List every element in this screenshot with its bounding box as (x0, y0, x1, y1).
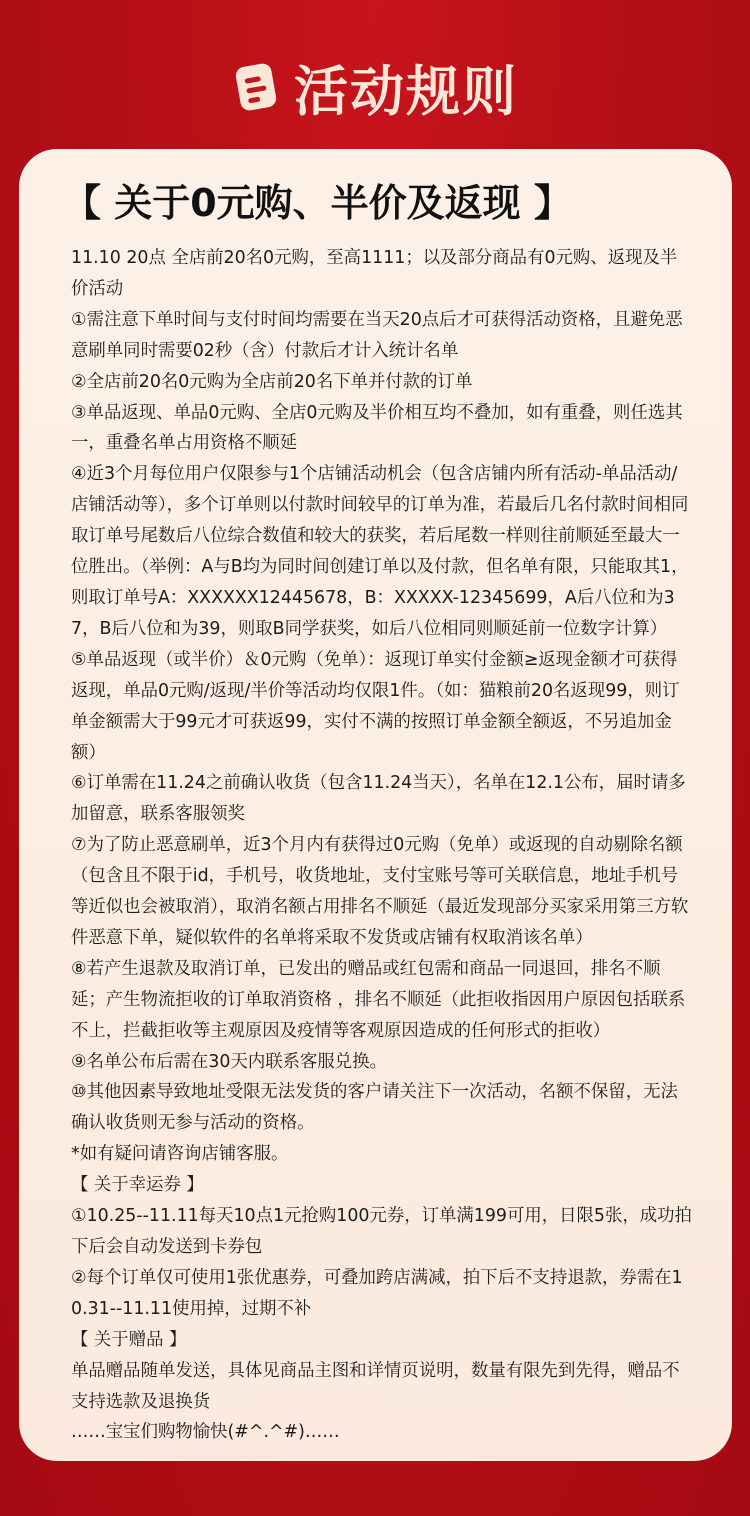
rule-paragraph: ⑧若产生退款及取消订单，已发出的赠品或红包需和商品一同退回，排名不顺延；产生物流拒收的订单取消资格 ，排名不顺延（此拒收指因用户原因包括联系不上，拦截拒收等主观原因及疫情等客观原因造成的任何形式的拒收） (71, 958, 686, 1041)
rule-paragraph: ⑩其他因素导致地址受限无法发货的客户请关注下一次活动，名额不保留，无法确认收货则无参与活动的资格。 (71, 1082, 678, 1134)
rule-paragraph: ④近3个月每位用户仅限参与1个店铺活动机会（包含店铺内所有活动-单品活动/店铺活动等），多个订单则以付款时间较早的订单为准，若最后几名付款时间相同取订单号尾数后八位综合数值和较大的获奖，若后尾数一样则往前顺延至最大一位胜出。（举例：A与B均为同时间创建订单以及付款，但名单有限，只能取其1，则取订单号A：XXXXXX12445678，B：XXXXX-12345699，A后八位和为37，B后八位和为39，则取B同学获奖，如后八位相同则顺延前一位数字计算） (71, 464, 689, 639)
closing-text: ……宝宝们购物愉快(#^.^#)…… (71, 1422, 340, 1443)
header (0, 52, 750, 122)
rule-paragraph: *如有疑问请咨询店铺客服。 (71, 1144, 289, 1165)
rule-paragraph: ①需注意下单时间与支付时间均需要在当天20点后才可获得活动资格，且避免恶意刷单同时需要02秒（含）付款后才计入统计名单 (71, 309, 683, 361)
rule-paragraph: ⑨名单公布后需在30天内联系客服兑换。 (71, 1051, 387, 1072)
rule-paragraph: ②全店前20名0元购为全店前20名下单并付款的订单 (71, 371, 473, 392)
gift-heading: 【 关于赠品 】 (71, 1329, 187, 1350)
rule-paragraph: ⑦为了防止恶意刷单，近3个月内有获得过0元购（免单）或返现的自动剔除名额（包含且不限于id，手机号，收货地址，支付宝账号等可关联信息，地址手机号等近似也会被取消），取消名额占用排名不顺延（最近发现部分买家采用第三方软件恶意下单，疑似软件的名单将采取不发货或店铺有权取消该名单） (71, 835, 689, 948)
rules-card (19, 149, 732, 1461)
rule-paragraph: ⑥订单需在11.24之前确认收货（包含11.24当天），名单在12.1公布，届时请多加留意，联系客服领奖 (71, 773, 686, 825)
coupon-heading: 【 关于幸运券 】 (71, 1175, 204, 1196)
rule-paragraph: 11.10 20点 全店前20名0元购，至高1111；以及部分商品有0元购、返现及半价活动 (71, 248, 678, 299)
coupon-paragraph: ②每个订单仅可使用1张优惠券，可叠加跨店满减，拍下后不支持退款，券需在10.31--11.11使用掉，过期不补 (71, 1267, 683, 1319)
rule-paragraph: ⑤单品返现（或半价）＆0元购（免单）：返现订单实付金额≥返现金额才可获得返现，单品0元购/返现/半价等活动均仅限1件。（如：猫粮前20名返现99，则订单金额需大于99元才可获返99，实付不满的按照订单金额全额返，不另追加金额） (71, 649, 680, 763)
section-title: 【 关于0元购、半价及返现 】 (63, 181, 572, 225)
rule-paragraph: ③单品返现、单品0元购、全店0元购及半价相互均不叠加，如有重叠，则任选其一，重叠名单占用资格不顺延 (71, 402, 683, 454)
page-title: 活动规则 (294, 59, 518, 123)
document-icon (232, 61, 278, 113)
gift-paragraph: 单品赠品随单发送，具体见商品主图和详情页说明，数量有限先到先得，赠品不支持选款及退换货 (71, 1360, 680, 1412)
coupon-paragraph: ①10.25--11.11每天10点1元抢购100元券，订单满199可用，日限5张，成功拍下后会自动发送到卡券包 (71, 1206, 692, 1257)
